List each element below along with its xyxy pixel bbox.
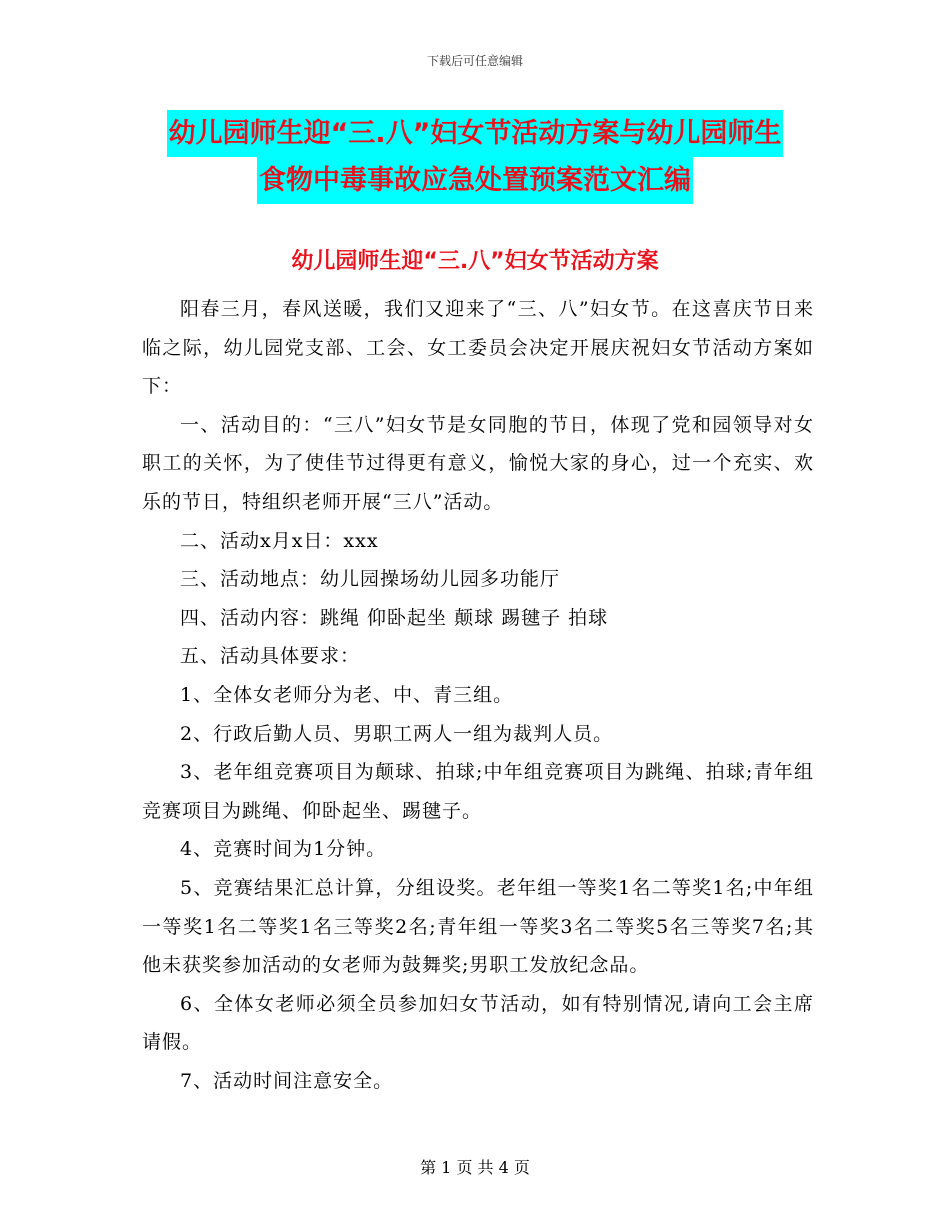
paragraph: 7、活动时间注意安全。 <box>180 1069 394 1092</box>
paragraph: 1、全体女老师分为老、中、青三组。 <box>180 683 514 706</box>
document-title <box>0 110 950 204</box>
paragraph: 二、活动x月x日：xxx <box>180 529 379 552</box>
document-title-line-2: 食物中毒事故应急处置预案范文汇编 <box>257 157 693 204</box>
paragraph: 6、全体女老师必须全员参加妇女节活动，如有特别情况,请向工会主席请假。 <box>142 992 814 1054</box>
paragraph: 一、活动目的：“三八”妇女节是女同胞的节日，体现了党和园领导对女职工的关怀，为了使佳节过得更有意义，愉悦大家的身心，过一个充实、欢乐的节日，特组织老师开展“三八”活动。 <box>142 413 814 513</box>
paragraph: 3、老年组竞赛项目为颠球、拍球;中年组竞赛项目为跳绳、拍球;青年组竞赛项目为跳绳、仰卧起坐、踢毽子。 <box>142 761 814 822</box>
paragraph: 阳春三月，春风送暖，我们又迎来了“三、八”妇女节。在这喜庆节日来临之际，幼儿园党支部、工会、女工委员会决定开展庆祝妇女节活动方案如下： <box>142 298 814 398</box>
page-number: 第 1 页 共 4 页 <box>420 1158 530 1177</box>
paragraph: 2、行政后勤人员、男职工两人一组为裁判人员。 <box>180 722 614 745</box>
header-note: 下载后可任意编辑 <box>426 54 523 68</box>
document-body <box>142 290 814 1100</box>
paragraph: 5、竞赛结果汇总计算，分组设奖。老年组一等奖1名二等奖1名;中年组一等奖1名二等奖1名三等奖2名;青年组一等奖3名二等奖5名三等奖7名;其他未获奖参加活动的女老师为鼓舞奖;男职工发放纪念品。 <box>142 876 814 977</box>
paragraph: 4、竞赛时间为1分钟。 <box>180 838 387 861</box>
paragraph: 五、活动具体要求： <box>180 645 361 668</box>
document-title-line-1: 幼儿园师生迎“三.八”妇女节活动方案与幼儿园师生 <box>167 110 784 157</box>
paragraph: 三、活动地点：幼儿园操场幼儿园多功能厅 <box>180 568 561 591</box>
section-title: 幼儿园师生迎“三.八”妇女节活动方案 <box>291 249 659 274</box>
paragraph: 四、活动内容：跳绳 仰卧起坐 颠球 踢毽子 拍球 <box>180 606 609 629</box>
